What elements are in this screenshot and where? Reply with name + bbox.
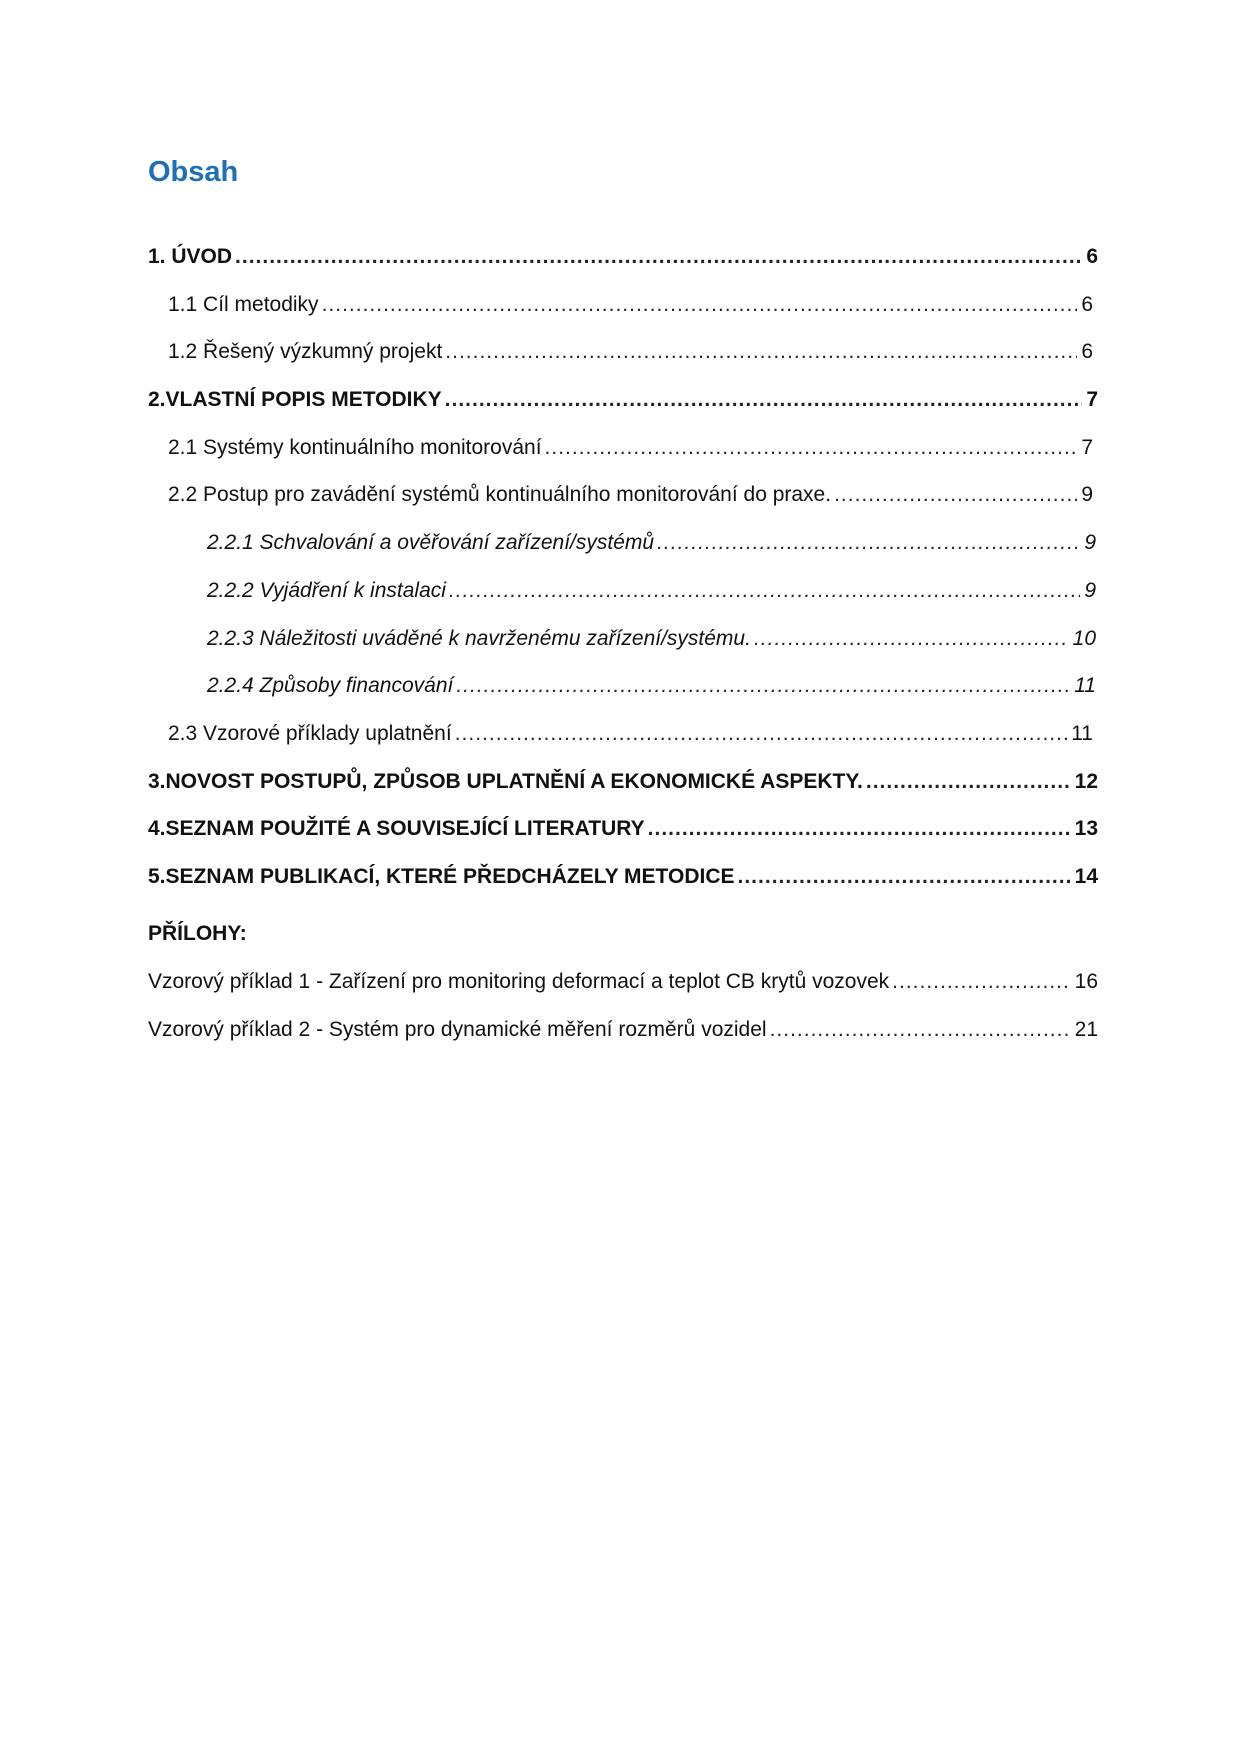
dot-leader [754,627,1069,651]
toc-entry-title: 2.2.1 Schvalování a ověřování zařízení/systémů [207,531,655,555]
dot-leader [235,245,1082,269]
toc-entry[interactable] [148,722,1098,770]
toc-entry-page-number: 11 [1071,721,1093,745]
dot-leader [322,293,1078,317]
toc-entry-page-number: 9 [1084,578,1096,602]
toc-entry-title: 1. ÚVOD [148,245,233,268]
toc-entry[interactable] [148,293,1098,341]
dot-leader [770,1018,1071,1042]
toc-entry-page-number: 6 [1081,292,1093,316]
dot-leader [455,722,1068,746]
toc-entry[interactable] [148,770,1098,818]
dot-leader [738,865,1071,889]
toc-entry-title: 2.2 Postup pro zavádění systémů kontinuálního monitorování do praxe. [168,483,832,507]
toc-entry[interactable] [148,627,1098,675]
dot-leader [657,531,1080,555]
dot-leader [449,579,1080,603]
toc-entry-page-number: 7 [1081,435,1093,459]
toc-entry[interactable] [148,245,1098,293]
toc-entry[interactable] [148,483,1098,531]
dot-leader [545,436,1078,460]
toc-entry[interactable] [148,674,1098,722]
toc-entry-title: 2.1 Systémy kontinuálního monitorování [168,435,542,459]
toc-entry-title: 2.VLASTNÍ POPIS METODIKY [148,388,442,412]
toc-entry-page-number: 13 [1074,817,1098,841]
dot-leader [445,340,1077,364]
toc-entry-page-number: 6 [1086,245,1098,268]
toc-entry-page-number: 9 [1084,531,1096,555]
toc-entry-title: Vzorový příklad 1 - Zařízení pro monitoring deformací a teplot CB krytů vozovek [148,970,890,993]
dot-leader [866,770,1071,794]
toc-entry-page-number: 10 [1072,626,1096,650]
appendix-list [148,970,1098,1065]
toc-entry-page-number: 9 [1081,483,1093,507]
toc-entry[interactable] [148,531,1098,579]
appendix-heading: PŘÍLOHY: [148,922,247,945]
toc-entry[interactable] [148,865,1098,913]
toc-entry-page-number: 14 [1074,864,1098,888]
toc-entry[interactable] [148,1018,1098,1066]
toc-entry[interactable] [148,579,1098,627]
dot-leader [456,674,1070,698]
toc-entry-title: 3.NOVOST POSTUPŮ, ZPŮSOB UPLATNĚNÍ A EKONOMICKÉ ASPEKTY. [148,769,863,793]
toc-entry[interactable] [148,340,1098,388]
toc-entry-title: 5.SEZNAM PUBLIKACÍ, KTERÉ PŘEDCHÁZELY METODICE [148,864,735,888]
toc-entry[interactable] [148,436,1098,484]
toc-entry-page-number: 7 [1086,388,1098,412]
toc-entry[interactable] [148,970,1098,1018]
toc-entry[interactable] [148,388,1098,436]
toc-entry-title: 1.2 Řešený výzkumný projekt [168,340,443,364]
toc-entry-title: 2.2.3 Náležitosti uváděné k navrženému zařízení/systému. [207,626,751,650]
toc-entry-page-number: 16 [1074,970,1098,993]
toc-entry-page-number: 6 [1081,340,1093,364]
table-of-contents [148,245,1098,913]
toc-heading: Obsah [148,156,239,188]
toc-entry-title: 2.2.4 Způsoby financování [207,674,454,698]
toc-entry-title: 2.3 Vzorové příklady uplatnění [168,721,452,745]
toc-entry-title: 1.1 Cíl metodiky [168,292,319,316]
toc-entry-page-number: 21 [1074,1017,1098,1041]
toc-entry-title: 4.SEZNAM POUŽITÉ A SOUVISEJÍCÍ LITERATURY [148,817,645,841]
toc-entry-page-number: 12 [1074,769,1098,793]
dot-leader [445,388,1083,412]
toc-entry[interactable] [148,817,1098,865]
toc-entry-title: Vzorový příklad 2 - Systém pro dynamické měření rozměrů vozidel [148,1017,767,1041]
toc-entry-page-number: 11 [1074,674,1096,698]
dot-leader [892,970,1070,994]
dot-leader [834,483,1077,507]
dot-leader [648,817,1071,841]
toc-entry-title: 2.2.2 Vyjádření k instalaci [207,578,446,602]
